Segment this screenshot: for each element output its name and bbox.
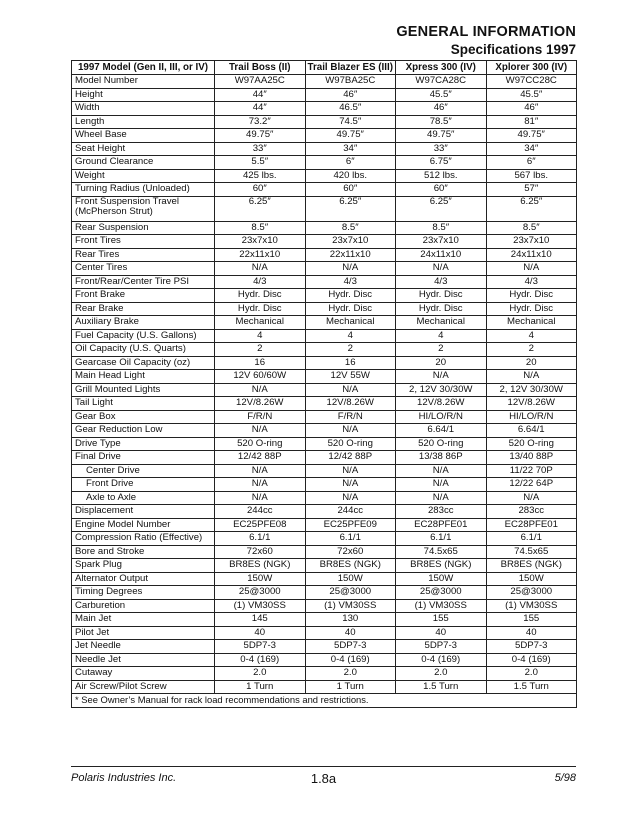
table-cell: 520 O-ring <box>215 437 306 451</box>
table-cell: N/A <box>396 370 487 384</box>
table-cell: 4/3 <box>396 275 487 289</box>
table-cell: 2, 12V 30/30W <box>486 383 577 397</box>
row-label: Fuel Capacity (U.S. Gallons) <box>72 329 215 343</box>
table-cell: 72x60 <box>215 545 306 559</box>
row-label: Air Screw/Pilot Screw <box>72 680 215 694</box>
table-cell: 23x7x10 <box>305 235 396 249</box>
row-label: Rear Brake <box>72 302 215 316</box>
row-label: Front/Rear/Center Tire PSI <box>72 275 215 289</box>
table-cell: 1 Turn <box>215 680 306 694</box>
table-row <box>72 129 577 143</box>
table-cell: 24x11x10 <box>396 248 487 262</box>
table-cell: 57″ <box>486 183 577 197</box>
table-cell: 25@3000 <box>305 586 396 600</box>
table-cell: 4 <box>305 329 396 343</box>
table-cell: 46″ <box>486 102 577 116</box>
table-cell: N/A <box>215 262 306 276</box>
table-row <box>72 559 577 573</box>
table-cell: 16 <box>215 356 306 370</box>
table-cell: 5DP7-3 <box>215 640 306 654</box>
table-cell: 5DP7-3 <box>486 640 577 654</box>
table-cell: 283cc <box>396 505 487 519</box>
table-cell: 5DP7-3 <box>396 640 487 654</box>
table-cell: 73.2″ <box>215 115 306 129</box>
table-cell: 4/3 <box>305 275 396 289</box>
table-cell: Mechanical <box>396 316 487 330</box>
table-cell: N/A <box>305 464 396 478</box>
table-cell: 6.64/1 <box>486 424 577 438</box>
table-cell: N/A <box>215 383 306 397</box>
table-cell: N/A <box>305 424 396 438</box>
table-cell: 5.5″ <box>215 156 306 170</box>
table-cell: 46″ <box>305 88 396 102</box>
table-cell: 45.5″ <box>486 88 577 102</box>
table-cell: 0-4 (169) <box>486 653 577 667</box>
table-cell: 12V/8.26W <box>305 397 396 411</box>
table-row <box>72 142 577 156</box>
table-cell: (1) VM30SS <box>215 599 306 613</box>
table-cell: 34″ <box>305 142 396 156</box>
row-label: Timing Degrees <box>72 586 215 600</box>
table-cell: 4/3 <box>486 275 577 289</box>
table-cell: N/A <box>305 383 396 397</box>
row-label: Weight <box>72 169 215 183</box>
row-label: Gearcase Oil Capacity (oz) <box>72 356 215 370</box>
footnote-row <box>72 694 577 708</box>
table-cell: 5DP7-3 <box>305 640 396 654</box>
table-row <box>72 343 577 357</box>
table-cell: 25@3000 <box>215 586 306 600</box>
table-row <box>72 397 577 411</box>
table-row <box>72 169 577 183</box>
table-cell: 4/3 <box>215 275 306 289</box>
table-cell: 155 <box>396 613 487 627</box>
table-row <box>72 640 577 654</box>
table-cell: 6.64/1 <box>396 424 487 438</box>
table-cell: 1 Turn <box>305 680 396 694</box>
table-cell: N/A <box>396 478 487 492</box>
table-cell: N/A <box>396 464 487 478</box>
table-cell: N/A <box>396 262 487 276</box>
table-cell: 12V/8.26W <box>486 397 577 411</box>
table-row <box>72 356 577 370</box>
table-cell: Hydr. Disc <box>396 289 487 303</box>
column-header-model: 1997 Model (Gen II, III, or IV) <box>72 61 215 75</box>
table-cell: 2.0 <box>215 667 306 681</box>
table-cell: BR8ES (NGK) <box>486 559 577 573</box>
table-row <box>72 183 577 197</box>
table-cell: 78.5″ <box>396 115 487 129</box>
table-row <box>72 196 577 221</box>
table-cell: W97BA25C <box>305 75 396 89</box>
table-cell: 25@3000 <box>396 586 487 600</box>
table-row <box>72 370 577 384</box>
row-label: Height <box>72 88 215 102</box>
table-cell: Mechanical <box>305 316 396 330</box>
table-cell: HI/LO/R/N <box>486 410 577 424</box>
row-label: Gear Box <box>72 410 215 424</box>
table-cell: N/A <box>215 478 306 492</box>
table-row <box>72 289 577 303</box>
table-cell: 81″ <box>486 115 577 129</box>
table-cell: 4 <box>486 329 577 343</box>
table-header-row <box>72 61 577 75</box>
row-label: Ground Clearance <box>72 156 215 170</box>
table-cell: 72x60 <box>305 545 396 559</box>
table-cell: 23x7x10 <box>215 235 306 249</box>
table-cell: 1.5 Turn <box>396 680 487 694</box>
table-cell: 283cc <box>486 505 577 519</box>
page-subtitle: Specifications 1997 <box>450 42 576 57</box>
row-label: Axle to Axle <box>72 491 215 505</box>
table-cell: 2 <box>215 343 306 357</box>
table-cell: 8.5″ <box>396 221 487 235</box>
row-label: Front Drive <box>72 478 215 492</box>
table-cell: 244cc <box>215 505 306 519</box>
table-cell: 6.1/1 <box>215 532 306 546</box>
table-cell: 6.75″ <box>396 156 487 170</box>
row-label: Jet Needle <box>72 640 215 654</box>
table-cell: 40 <box>305 626 396 640</box>
row-label: Drive Type <box>72 437 215 451</box>
table-cell: 520 O-ring <box>486 437 577 451</box>
table-row <box>72 680 577 694</box>
column-header-trail-boss: Trail Boss (II) <box>215 61 306 75</box>
table-cell: 520 O-ring <box>305 437 396 451</box>
row-label: Needle Jet <box>72 653 215 667</box>
table-cell: Mechanical <box>215 316 306 330</box>
table-cell: 8.5″ <box>486 221 577 235</box>
column-header-xplorer: Xplorer 300 (IV) <box>486 61 577 75</box>
row-label: Rear Suspension <box>72 221 215 235</box>
table-row <box>72 248 577 262</box>
table-cell: BR8ES (NGK) <box>215 559 306 573</box>
table-cell: N/A <box>215 491 306 505</box>
table-cell: (1) VM30SS <box>396 599 487 613</box>
table-cell: 45.5″ <box>396 88 487 102</box>
table-cell: 150W <box>396 572 487 586</box>
footer-date: 5/98 <box>554 772 576 784</box>
table-cell: 11/22 70P <box>486 464 577 478</box>
table-cell: 0-4 (169) <box>396 653 487 667</box>
table-row <box>72 88 577 102</box>
row-label: Carburetion <box>72 599 215 613</box>
table-cell: 2.0 <box>486 667 577 681</box>
table-cell: 8.5″ <box>305 221 396 235</box>
table-cell: 16 <box>305 356 396 370</box>
table-cell: 2 <box>486 343 577 357</box>
table-cell: 12V/8.26W <box>396 397 487 411</box>
table-cell: 6.25″ <box>305 196 396 221</box>
table-cell: 12V/8.26W <box>215 397 306 411</box>
row-label: Cutaway <box>72 667 215 681</box>
page-header <box>396 24 576 58</box>
table-cell: N/A <box>215 424 306 438</box>
table-cell: 60″ <box>396 183 487 197</box>
table-cell: 2 <box>305 343 396 357</box>
table-cell: 4 <box>215 329 306 343</box>
table-cell: 150W <box>215 572 306 586</box>
table-cell: 24x11x10 <box>486 248 577 262</box>
table-row <box>72 667 577 681</box>
page-title: GENERAL INFORMATION <box>396 24 576 40</box>
table-cell: 0-4 (169) <box>305 653 396 667</box>
row-label: Rear Tires <box>72 248 215 262</box>
table-cell: 74.5x65 <box>396 545 487 559</box>
table-cell: 1.5 Turn <box>486 680 577 694</box>
table-cell: (1) VM30SS <box>305 599 396 613</box>
table-cell: EC28PFE01 <box>486 518 577 532</box>
table-cell: 60″ <box>215 183 306 197</box>
row-label: Pilot Jet <box>72 626 215 640</box>
table-cell: HI/LO/R/N <box>396 410 487 424</box>
table-row <box>72 75 577 89</box>
table-row <box>72 221 577 235</box>
table-cell: 44″ <box>215 102 306 116</box>
table-cell: 6.25″ <box>396 196 487 221</box>
table-row <box>72 262 577 276</box>
table-cell: 44″ <box>215 88 306 102</box>
row-label: Turning Radius (Unloaded) <box>72 183 215 197</box>
table-row <box>72 505 577 519</box>
table-cell: 74.5″ <box>305 115 396 129</box>
table-cell: 49.75″ <box>305 129 396 143</box>
row-label: Front Brake <box>72 289 215 303</box>
table-cell: 60″ <box>305 183 396 197</box>
table-cell: N/A <box>396 491 487 505</box>
row-label: Auxiliary Brake <box>72 316 215 330</box>
table-cell: 145 <box>215 613 306 627</box>
table-cell: 12V 55W <box>305 370 396 384</box>
table-cell: 40 <box>215 626 306 640</box>
table-cell: EC28PFE01 <box>396 518 487 532</box>
row-label: Model Number <box>72 75 215 89</box>
table-cell: Hydr. Disc <box>215 302 306 316</box>
table-cell: BR8ES (NGK) <box>396 559 487 573</box>
table-cell: EC25PFE08 <box>215 518 306 532</box>
table-cell: EC25PFE09 <box>305 518 396 532</box>
table-cell: 2 <box>396 343 487 357</box>
footer-divider <box>71 766 576 767</box>
table-cell: N/A <box>486 491 577 505</box>
table-cell: 420 lbs. <box>305 169 396 183</box>
table-cell: 49.75″ <box>486 129 577 143</box>
table-cell: 33″ <box>396 142 487 156</box>
table-cell: 520 O-ring <box>396 437 487 451</box>
row-label: Seat Height <box>72 142 215 156</box>
table-row <box>72 235 577 249</box>
footer-company: Polaris Industries Inc. <box>71 772 177 784</box>
row-label: Front Tires <box>72 235 215 249</box>
table-cell: 512 lbs. <box>396 169 487 183</box>
table-cell: 40 <box>486 626 577 640</box>
table-row <box>72 302 577 316</box>
table-row <box>72 478 577 492</box>
row-label: Tail Light <box>72 397 215 411</box>
table-cell: (1) VM30SS <box>486 599 577 613</box>
row-label: Alternator Output <box>72 572 215 586</box>
table-row <box>72 156 577 170</box>
column-header-xpress: Xpress 300 (IV) <box>396 61 487 75</box>
table-cell: 23x7x10 <box>396 235 487 249</box>
table-cell: N/A <box>305 262 396 276</box>
table-row <box>72 626 577 640</box>
table-row <box>72 532 577 546</box>
table-footnote: * See Owner’s Manual for rack load recommendations and restrictions. <box>72 694 577 708</box>
table-row <box>72 613 577 627</box>
table-cell: 46″ <box>396 102 487 116</box>
table-cell: 2.0 <box>305 667 396 681</box>
row-label: Gear Reduction Low <box>72 424 215 438</box>
table-cell: 20 <box>396 356 487 370</box>
table-row <box>72 464 577 478</box>
table-cell: 46.5″ <box>305 102 396 116</box>
table-row <box>72 410 577 424</box>
footer-page-number: 1.8a <box>310 771 337 786</box>
table-row <box>72 275 577 289</box>
table-row <box>72 115 577 129</box>
row-label: Oil Capacity (U.S. Quarts) <box>72 343 215 357</box>
table-cell: Hydr. Disc <box>305 302 396 316</box>
table-cell: W97CA28C <box>396 75 487 89</box>
table-cell: 6.25″ <box>486 196 577 221</box>
table-row <box>72 437 577 451</box>
table-row <box>72 102 577 116</box>
table-cell: 6″ <box>486 156 577 170</box>
table-row <box>72 491 577 505</box>
page-footer <box>71 771 576 787</box>
table-cell: 12V 60/60W <box>215 370 306 384</box>
specifications-table-body <box>72 75 577 694</box>
table-cell: 2, 12V 30/30W <box>396 383 487 397</box>
table-cell: 6.25″ <box>215 196 306 221</box>
table-row <box>72 545 577 559</box>
table-cell: N/A <box>305 491 396 505</box>
table-cell: 150W <box>305 572 396 586</box>
table-cell: N/A <box>305 478 396 492</box>
row-label: Bore and Stroke <box>72 545 215 559</box>
table-row <box>72 599 577 613</box>
table-cell: 13/38 86P <box>396 451 487 465</box>
row-label: Engine Model Number <box>72 518 215 532</box>
table-cell: 567 lbs. <box>486 169 577 183</box>
table-row <box>72 653 577 667</box>
row-label: Front Suspension Travel (McPherson Strut) <box>72 196 215 221</box>
row-label: Center Drive <box>72 464 215 478</box>
table-cell: 150W <box>486 572 577 586</box>
row-label: Displacement <box>72 505 215 519</box>
row-label: Length <box>72 115 215 129</box>
table-cell: N/A <box>486 262 577 276</box>
table-cell: W97CC28C <box>486 75 577 89</box>
table-row <box>72 572 577 586</box>
row-label: Main Jet <box>72 613 215 627</box>
table-cell: F/R/N <box>305 410 396 424</box>
row-label: Main Head Light <box>72 370 215 384</box>
table-cell: 22x11x10 <box>305 248 396 262</box>
row-label: Grill Mounted Lights <box>72 383 215 397</box>
row-label: Wheel Base <box>72 129 215 143</box>
row-label: Center Tires <box>72 262 215 276</box>
table-row <box>72 586 577 600</box>
table-row <box>72 316 577 330</box>
row-label: Width <box>72 102 215 116</box>
table-cell: Hydr. Disc <box>396 302 487 316</box>
table-cell: 8.5″ <box>215 221 306 235</box>
table-cell: 12/42 88P <box>305 451 396 465</box>
table-cell: 2.0 <box>396 667 487 681</box>
table-row <box>72 518 577 532</box>
table-cell: 74.5x65 <box>486 545 577 559</box>
table-cell: 6.1/1 <box>486 532 577 546</box>
table-cell: 12/42 88P <box>215 451 306 465</box>
table-cell: Hydr. Disc <box>305 289 396 303</box>
table-row <box>72 424 577 438</box>
row-label: Final Drive <box>72 451 215 465</box>
table-row <box>72 383 577 397</box>
table-cell: N/A <box>486 370 577 384</box>
table-cell: 22x11x10 <box>215 248 306 262</box>
table-cell: 40 <box>396 626 487 640</box>
table-cell: 6.1/1 <box>396 532 487 546</box>
table-cell: Hydr. Disc <box>486 289 577 303</box>
table-cell: 13/40 88P <box>486 451 577 465</box>
table-cell: 23x7x10 <box>486 235 577 249</box>
table-cell: 34″ <box>486 142 577 156</box>
table-cell: 425 lbs. <box>215 169 306 183</box>
table-row <box>72 329 577 343</box>
table-row <box>72 451 577 465</box>
table-cell: 6″ <box>305 156 396 170</box>
table-cell: 155 <box>486 613 577 627</box>
table-cell: Hydr. Disc <box>486 302 577 316</box>
table-cell: 12/22 64P <box>486 478 577 492</box>
row-label: Compression Ratio (Effective) <box>72 532 215 546</box>
table-cell: 33″ <box>215 142 306 156</box>
table-cell: 49.75″ <box>215 129 306 143</box>
table-cell: 6.1/1 <box>305 532 396 546</box>
table-cell: BR8ES (NGK) <box>305 559 396 573</box>
table-cell: F/R/N <box>215 410 306 424</box>
table-cell: 244cc <box>305 505 396 519</box>
specifications-table <box>71 60 577 708</box>
table-cell: N/A <box>215 464 306 478</box>
table-cell: 20 <box>486 356 577 370</box>
table-cell: 49.75″ <box>396 129 487 143</box>
table-cell: Mechanical <box>486 316 577 330</box>
table-cell: W97AA25C <box>215 75 306 89</box>
table-cell: 0-4 (169) <box>215 653 306 667</box>
column-header-trail-blazer: Trail Blazer ES (III) <box>305 61 396 75</box>
table-cell: 130 <box>305 613 396 627</box>
row-label: Spark Plug <box>72 559 215 573</box>
table-cell: 4 <box>396 329 487 343</box>
table-cell: Hydr. Disc <box>215 289 306 303</box>
table-cell: 25@3000 <box>486 586 577 600</box>
